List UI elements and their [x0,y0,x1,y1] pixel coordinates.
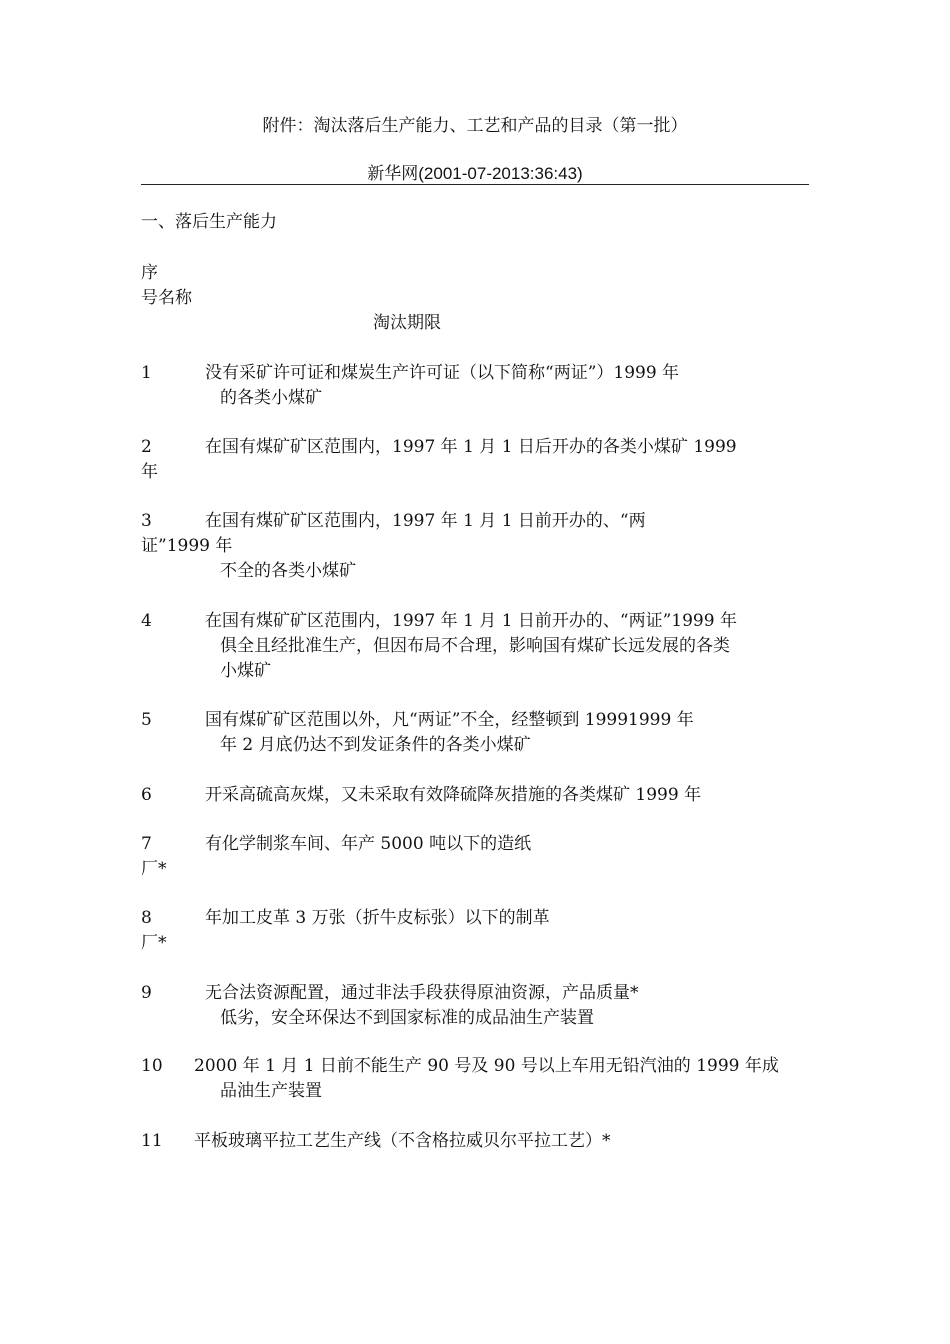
item-number: 4 [141,611,152,631]
header-deadline-label: 淘汰期限 [373,313,441,333]
item-text-continued: 品油生产装置 [220,1081,322,1101]
item-text: 2000 年 1 月 1 日前不能生产 90 号及 90 号以上车用无铅汽油的 1999 年成 [194,1056,779,1076]
item-number: 8 [141,908,152,928]
item-number: 6 [141,785,152,805]
item-number: 10 [141,1056,163,1076]
item-text: 在国有煤矿矿区范围内，1997 年 1 月 1 日后开办的各类小煤矿 1999 [205,437,737,457]
item-text: 在国有煤矿矿区范围内，1997 年 1 月 1 日前开办的、“两证”1999 年 [205,611,737,631]
item-text: 国有煤矿矿区范围以外，凡“两证”不全，经整顿到 19991999 年 [205,710,694,730]
header-name-label: 号名称 [141,288,192,308]
item-text-continued: 小煤矿 [220,661,271,681]
section-heading: 一、落后生产能力 [141,212,277,232]
item-number: 2 [141,437,152,457]
item-number: 5 [141,710,152,730]
item-text: 在国有煤矿矿区范围内，1997 年 1 月 1 日前开办的、“两 [205,511,646,531]
item-text: 有化学制浆车间、年产 5000 吨以下的造纸 [205,834,532,854]
item-text-continued: 低劣，安全环保达不到国家标准的成品油生产装置 [220,1008,594,1028]
item-text-continued: 俱全且经批准生产，但因布局不合理，影响国有煤矿长远发展的各类 [220,636,730,656]
item-text-continued: 厂* [141,859,167,879]
item-number: 9 [141,983,152,1003]
item-number: 7 [141,834,152,854]
header-divider [141,184,809,185]
item-text: 年加工皮革 3 万张（折牛皮标张）以下的制革 [205,908,550,928]
item-text-continued: 厂* [141,933,167,953]
page-title: 附件：淘汰落后生产能力、工艺和产品的目录（第一批） [262,116,688,136]
item-text: 开采高硫高灰煤，又未采取有效降硫降灰措施的各类煤矿 1999 年 [205,785,702,805]
item-text-continued: 的各类小煤矿 [220,388,322,408]
item-text-continued: 证”1999 年 [141,536,233,556]
header-seq-label: 序 [141,263,158,283]
item-text: 没有采矿许可证和煤炭生产许可证（以下简称“两证”）1999 年 [205,363,680,383]
item-number: 3 [141,511,152,531]
item-text-continued: 不全的各类小煤矿 [220,561,356,581]
item-number: 1 [141,363,152,383]
item-text: 平板玻璃平拉工艺生产线（不含格拉威贝尔平拉工艺）* [194,1131,611,1151]
item-text: 无合法资源配置，通过非法手段获得原油资源，产品质量* [205,983,639,1003]
source-dateline: 新华网(2001-07-2013:36:43) [367,164,583,183]
item-text-continued: 年 [141,462,158,482]
item-number: 11 [141,1131,163,1151]
item-text-continued: 年 2 月底仍达不到发证条件的各类小煤矿 [220,735,531,755]
